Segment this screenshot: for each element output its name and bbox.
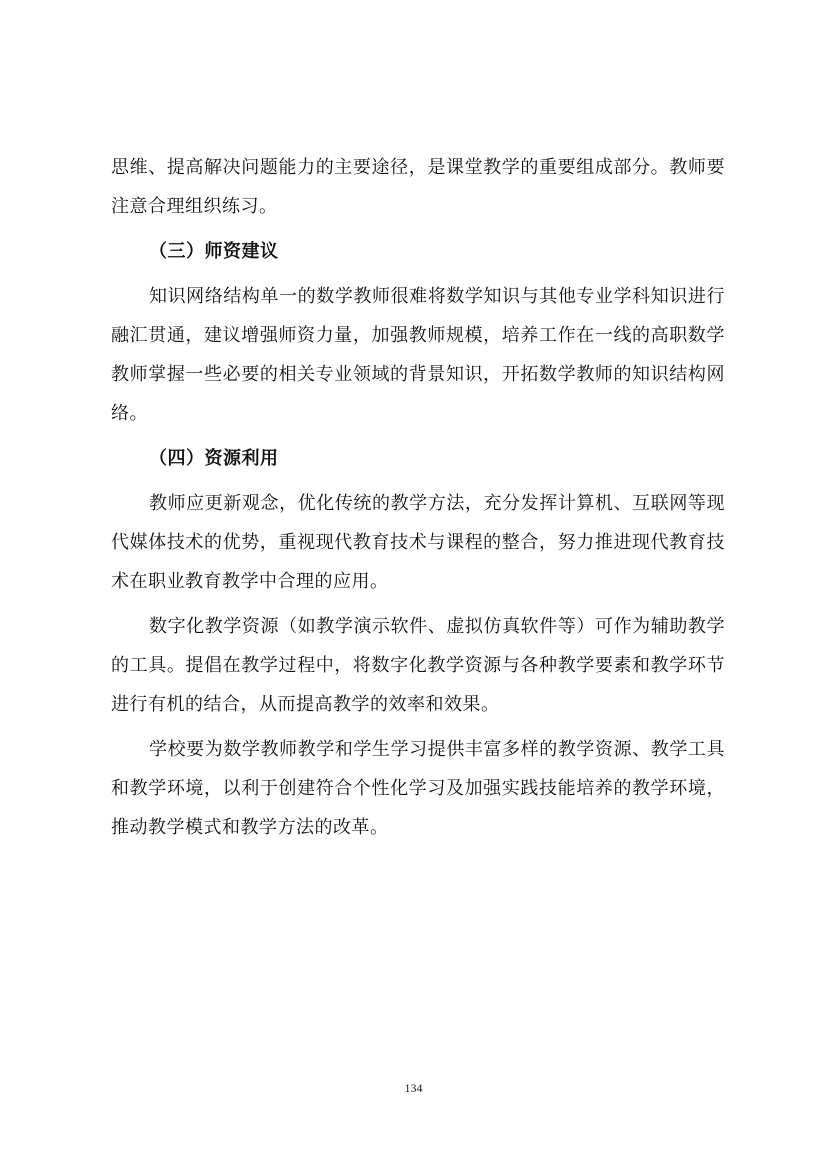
paragraph-resources-1: 教师应更新观念，优化传统的教学方法，充分发挥计算机、互联网等现代媒体技术的优势，重视现代教育技术与课程的整合，努力推进现代教育技术在职业教育教学中合理的应用。	[111, 493, 725, 592]
paragraph-continuation: 思维、提高解决问题能力的主要途径，是课堂教学的重要组成部分。教师要注意合理组织练习。	[111, 157, 725, 217]
document-body	[111, 148, 725, 847]
paragraph-faculty: 知识网络结构单一的数学教师很难将数学知识与其他专业学科知识进行融汇贯通，建议增强师资力量，加强教师规模，培养工作在一线的高职数学教师掌握一些必要的相关专业领域的背景知识，开拓数学教师的知识结构网络。	[111, 286, 725, 424]
paragraph-resources-2: 数字化教学资源（如教学演示软件、虚拟仿真软件等）可作为辅助教学的工具。提倡在教学过程中，将数字化教学资源与各种教学要素和教学环节进行有机的结合，从而提高教学的效率和效果。	[111, 616, 725, 715]
page-number: 134	[404, 1081, 423, 1095]
section-heading-faculty: （三）师资建议	[149, 241, 279, 262]
section-heading-resources: （四）资源利用	[149, 448, 279, 469]
paragraph-resources-3: 学校要为数学教师教学和学生学习提供丰富多样的教学资源、教学工具和教学环境，以利于创建符合个性化学习及加强实践技能培养的教学环境，推动教学模式和教学方法的改革。	[111, 739, 725, 838]
